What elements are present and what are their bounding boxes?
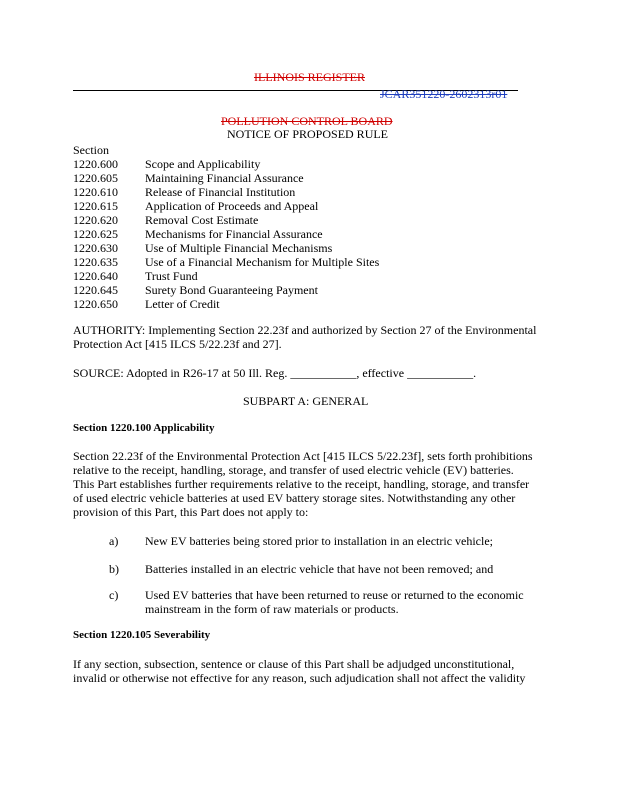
toc-section-number: 1220.645 (73, 283, 118, 297)
toc-section-title: Letter of Credit (145, 297, 220, 311)
section-105-heading: Section 1220.105 Severability (73, 629, 211, 641)
toc-section-title: Application of Proceeds and Appeal (145, 199, 319, 213)
toc-section-number: 1220.600 (73, 157, 118, 171)
section-105-body (73, 657, 593, 685)
toc-section-title: Maintaining Financial Assurance (145, 171, 304, 185)
toc-section-title: Trust Fund (145, 269, 198, 283)
toc-section-title: Mechanisms for Financial Assurance (145, 227, 323, 241)
toc-section-title: Release of Financial Institution (145, 185, 296, 199)
list-item-letter: a) (109, 534, 119, 548)
paragraph-line: This Part establishes further requirements relative to the receipt, handling, storage, and transfer (73, 477, 530, 491)
toc-section-number: 1220.635 (73, 255, 118, 269)
toc-section-title: Removal Cost Estimate (145, 213, 259, 227)
toc-heading: Section (73, 143, 109, 157)
toc-section-number: 1220.650 (73, 297, 118, 311)
paragraph-line: of used electric vehicle batteries at used EV battery storage sites. Notwithstanding any other (73, 491, 516, 505)
agency-title: POLLUTION CONTROL BOARD (221, 114, 393, 128)
toc-section-number: 1220.605 (73, 171, 118, 185)
list-item-letter: b) (109, 562, 119, 576)
toc-section-title: Surety Bond Guaranteeing Payment (145, 283, 318, 297)
toc-section-number: 1220.620 (73, 213, 118, 227)
source-note: SOURCE: Adopted in R26-17 at 50 Ill. Reg. ___________, effective ___________. (73, 366, 477, 380)
toc-section-number: 1220.640 (73, 269, 118, 283)
toc-section-number: 1220.615 (73, 199, 118, 213)
list-item-letter: c) (109, 588, 119, 602)
toc-section-number: 1220.625 (73, 227, 118, 241)
list-item-text: New EV batteries being stored prior to installation in an electric vehicle; (145, 534, 493, 548)
paragraph-line: invalid or otherwise not effective for any reason, such adjudication shall not affect the validity (73, 671, 526, 685)
authority-note: AUTHORITY: Implementing Section 22.23f and authorized by Section 27 of the Environmental Protection Act [415 ILCS 5/22.23f and 27]. (73, 323, 537, 351)
list-item-text: Batteries installed in an electric vehicle that have not been removed; and (145, 562, 494, 576)
paragraph-line: provision of this Part, this Part does not apply to: (73, 505, 309, 519)
notice-title: NOTICE OF PROPOSED RULE (227, 127, 389, 141)
toc-section-title: Use of Multiple Financial Mechanisms (145, 241, 333, 255)
toc-section-title: Scope and Applicability (145, 157, 261, 171)
paragraph-line: relative to the receipt, handling, storage, and transfer of used electric vehicle (EV) batteries. (73, 463, 514, 477)
section-100-heading: Section 1220.100 Applicability (73, 422, 215, 434)
section-100-body (73, 449, 593, 519)
toc-section-number: 1220.610 (73, 185, 118, 199)
list-item-text: Used EV batteries that have been returned to reuse or returned to the economic mainstream in the form of raw materials or products. (145, 588, 524, 616)
toc-section-title: Use of a Financial Mechanism for Multiple Sites (145, 255, 380, 269)
toc-section-number: 1220.630 (73, 241, 118, 255)
jcar-code: JCAR351220-2602313r01 (380, 87, 508, 101)
register-title: ILLINOIS REGISTER (254, 70, 365, 84)
paragraph-line: Section 22.23f of the Environmental Protection Act [415 ILCS 5/22.23f], sets forth prohibitions (73, 449, 533, 463)
paragraph-line: If any section, subsection, sentence or clause of this Part shall be adjudged unconstitutional, (73, 657, 515, 671)
subpart-heading: SUBPART A: GENERAL (243, 394, 369, 408)
